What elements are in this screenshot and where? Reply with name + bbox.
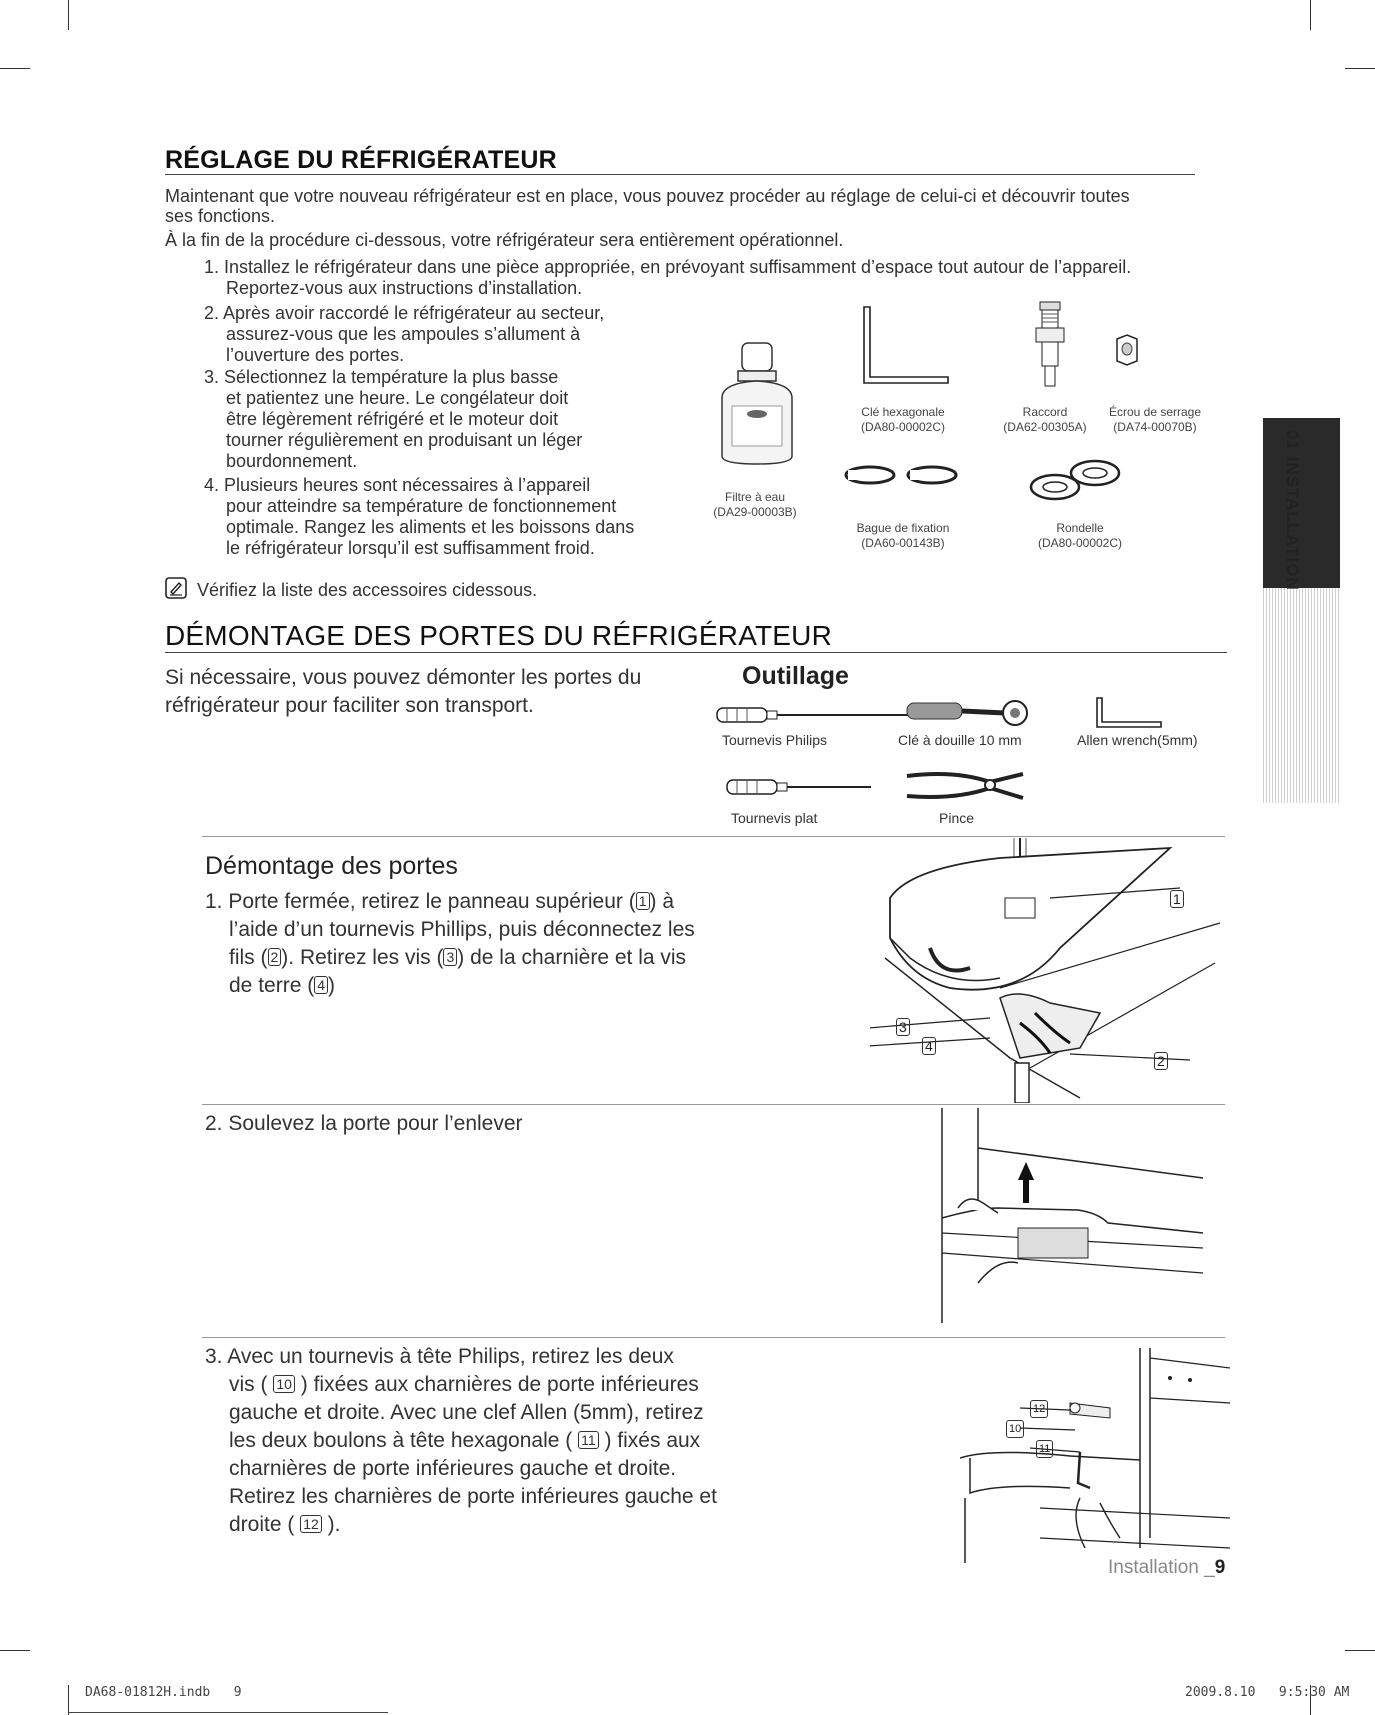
step-text: l’aide d’un tournevis Phillips, puis déconnectez les [229,918,695,941]
step-text: ) [328,974,335,997]
step-line: être légèrement réfrigéré et le moteur doit [226,409,559,429]
callout-number: 12 [1030,1400,1048,1418]
step-text: Retirez les charnières de porte inférieures gauche et [229,1485,717,1508]
callout-number: 4 [922,1037,936,1055]
step-line: bourdonnement. [226,451,358,471]
ring-caption [838,521,968,551]
step-line: l’ouverture des portes. [226,345,405,365]
caption-line: Filtre à eau [724,490,786,504]
title-rule [165,174,1195,175]
subsection-title: Démontage des portes [205,852,458,880]
hex-key-caption [838,405,968,435]
tool-label: Tournevis plat [731,810,818,826]
step-line: Reportez-vous aux instructions d’installation. [226,278,583,298]
step-text: ) fixées aux charnières de porte inférieures [294,1373,699,1396]
step-text: de terre ( [229,974,315,997]
callout-number: 11 [1036,1440,1053,1458]
crop-mark [1345,1650,1375,1651]
side-tab-pattern [1263,588,1340,803]
tool-label: Allen wrench(5mm) [1077,732,1198,748]
divider [202,1104,1225,1105]
callout-number: 11 [578,1431,599,1449]
caption-line: Raccord [1022,405,1068,419]
step-text: ). Retirez les vis ( [281,946,444,969]
callout-number: 1 [636,892,650,910]
fixing-ring-illustration [842,460,962,490]
filter-caption [700,490,810,520]
section2-intro [165,664,641,720]
step-text: gauche et droite. Avec une clef Allen (5mm), retirez [229,1401,704,1424]
setup-step-2 [204,303,604,366]
nut-illustration [1113,333,1141,367]
fitting-caption [990,405,1100,435]
step-line: 3. Sélectionnez la température la plus basse [204,367,559,387]
hex-key-illustration [856,305,956,390]
step-line: tourner régulièrement en produisant un léger [226,430,583,450]
pliers-icon [905,766,1030,806]
crop-mark [1310,0,1311,30]
side-tab-label [1284,430,1304,600]
step-line: le réfrigérateur lorsqu’il est suffisamment froid. [226,538,595,558]
callout-number: 12 [300,1515,322,1533]
caption-line: (DA29-00003B) [713,505,797,519]
top-hinge-illustration [870,838,1225,1103]
divider [202,1337,1225,1338]
caption-line: Écrou de serrage [1108,405,1202,419]
page-number: 9 [1214,1557,1226,1578]
tool-label: Clé à douille 10 mm [898,732,1022,748]
step-text: ) de la charnière et la vis [457,946,687,969]
step-text: 1. Porte fermée, retirez le panneau supérieur ( [205,890,636,913]
door-step-3 [205,1343,717,1539]
caption-line: Bague de fixation [856,521,950,535]
title-rule [165,652,1227,653]
step-text: ) à [649,890,675,913]
step-line: pour atteindre sa température de fonctionnement [226,496,617,516]
caption-line: (DA74-00070B) [1113,420,1197,434]
flat-screwdriver-icon [725,776,875,798]
caption-line: (DA62-00305A) [1003,420,1087,434]
step-text: droite ( [229,1513,301,1536]
footer-text: Installation _ [1108,1557,1215,1578]
step-text: ). [321,1513,341,1536]
caption-line: (DA80-00002C) [1037,536,1123,550]
step-text: fils ( [229,946,268,969]
phillips-screwdriver-icon [715,704,935,726]
divider [202,836,1225,837]
tool-label: Pince [939,810,975,826]
print-date: 2009.8.10 9:5:30 AM [1185,1685,1350,1700]
washer-illustration [1025,455,1125,505]
lower-hinge-illustration [960,1348,1230,1563]
crop-mark [0,1650,30,1651]
note-icon [165,577,187,599]
step-text: charnières de porte inférieures gauche et droite. [229,1457,677,1480]
intro-line: réfrigérateur pour faciliter son transport. [165,694,534,717]
setup-step-4 [204,475,634,559]
setup-step-3 [204,367,582,472]
lift-door-illustration [938,1108,1208,1328]
side-tab-text: 01 INSTALLATION [1283,430,1302,591]
crop-mark [1345,68,1375,69]
crop-mark [0,68,30,69]
callout-number: 2 [268,948,282,966]
step-line: optimale. Rangez les aliments et les boissons dans [226,517,635,537]
door-step-2: 2. Soulevez la porte pour l’enlever [205,1112,523,1135]
caption-line: Rondelle [1056,521,1104,535]
page-footer-label [1108,1557,1225,1579]
callout-number: 2 [1154,1052,1168,1070]
intro-line: Maintenant que votre nouveau réfrigérateur est en place, vous pouvez procéder au réglage de celui-ci et découvrir toutes [165,186,1130,206]
intro-line: Si nécessaire, vous pouvez démonter les portes du [165,666,642,689]
step-line: et patientez une heure. Le congélateur doit [226,388,569,408]
allen-wrench-icon [1095,696,1165,730]
step-text: les deux boulons à tête hexagonale ( [229,1429,579,1452]
door-step-1 [205,888,695,1000]
fitting-illustration [1030,300,1070,390]
caption-line: Clé hexagonale [861,405,945,419]
step-line: 4. Plusieurs heures sont nécessaires à l’appareil [204,475,591,495]
water-filter-illustration [712,338,804,468]
caption-line: (DA80-00002C) [860,420,946,434]
step-text: 3. Avec un tournevis à tête Philips, retirez les deux [205,1345,674,1368]
section-title-demontage: DÉMONTAGE DES PORTES DU RÉFRIGÉRATEUR [165,620,833,651]
crop-mark [68,1685,69,1715]
tools-title: Outillage [742,662,849,690]
footer-rule [68,1712,388,1713]
step-line: 2. Après avoir raccordé le réfrigérateur au secteur, [204,303,605,323]
callout-number: 3 [443,948,457,966]
nut-caption [1100,405,1210,435]
step-text: vis ( [229,1373,274,1396]
section-title-reglage: RÉGLAGE DU RÉFRIGÉRATEUR [165,146,557,174]
callout-number: 1 [1170,890,1184,908]
callout-number: 4 [314,976,328,994]
step-line: 1. Installez le réfrigérateur dans une pièce appropriée, en prévoyant suffisamment d’espace tout autour de l’appareil. [204,257,1132,277]
washer-caption [1020,521,1140,551]
callout-number: 10 [1006,1420,1024,1438]
callout-number: 3 [896,1018,910,1036]
file-info: DA68-01812H.indb 9 [85,1685,242,1700]
step-text: ) fixés aux [598,1429,701,1452]
step-line: assurez-vous que les ampoules s’allument à [226,324,581,344]
socket-wrench-icon [905,695,1035,731]
caption-line: (DA60-00143B) [861,536,945,550]
setup-step-1 [204,257,1131,299]
tool-label: Tournevis Philips [722,732,828,748]
intro-line: À la fin de la procédure ci-dessous, votre réfrigérateur sera entièrement opérationnel. [165,230,844,250]
crop-mark [68,0,69,30]
callout-number: 10 [273,1375,295,1393]
note-text: Vérifiez la liste des accessoires cidessous. [197,580,538,600]
intro-line: ses fonctions. [165,206,276,226]
